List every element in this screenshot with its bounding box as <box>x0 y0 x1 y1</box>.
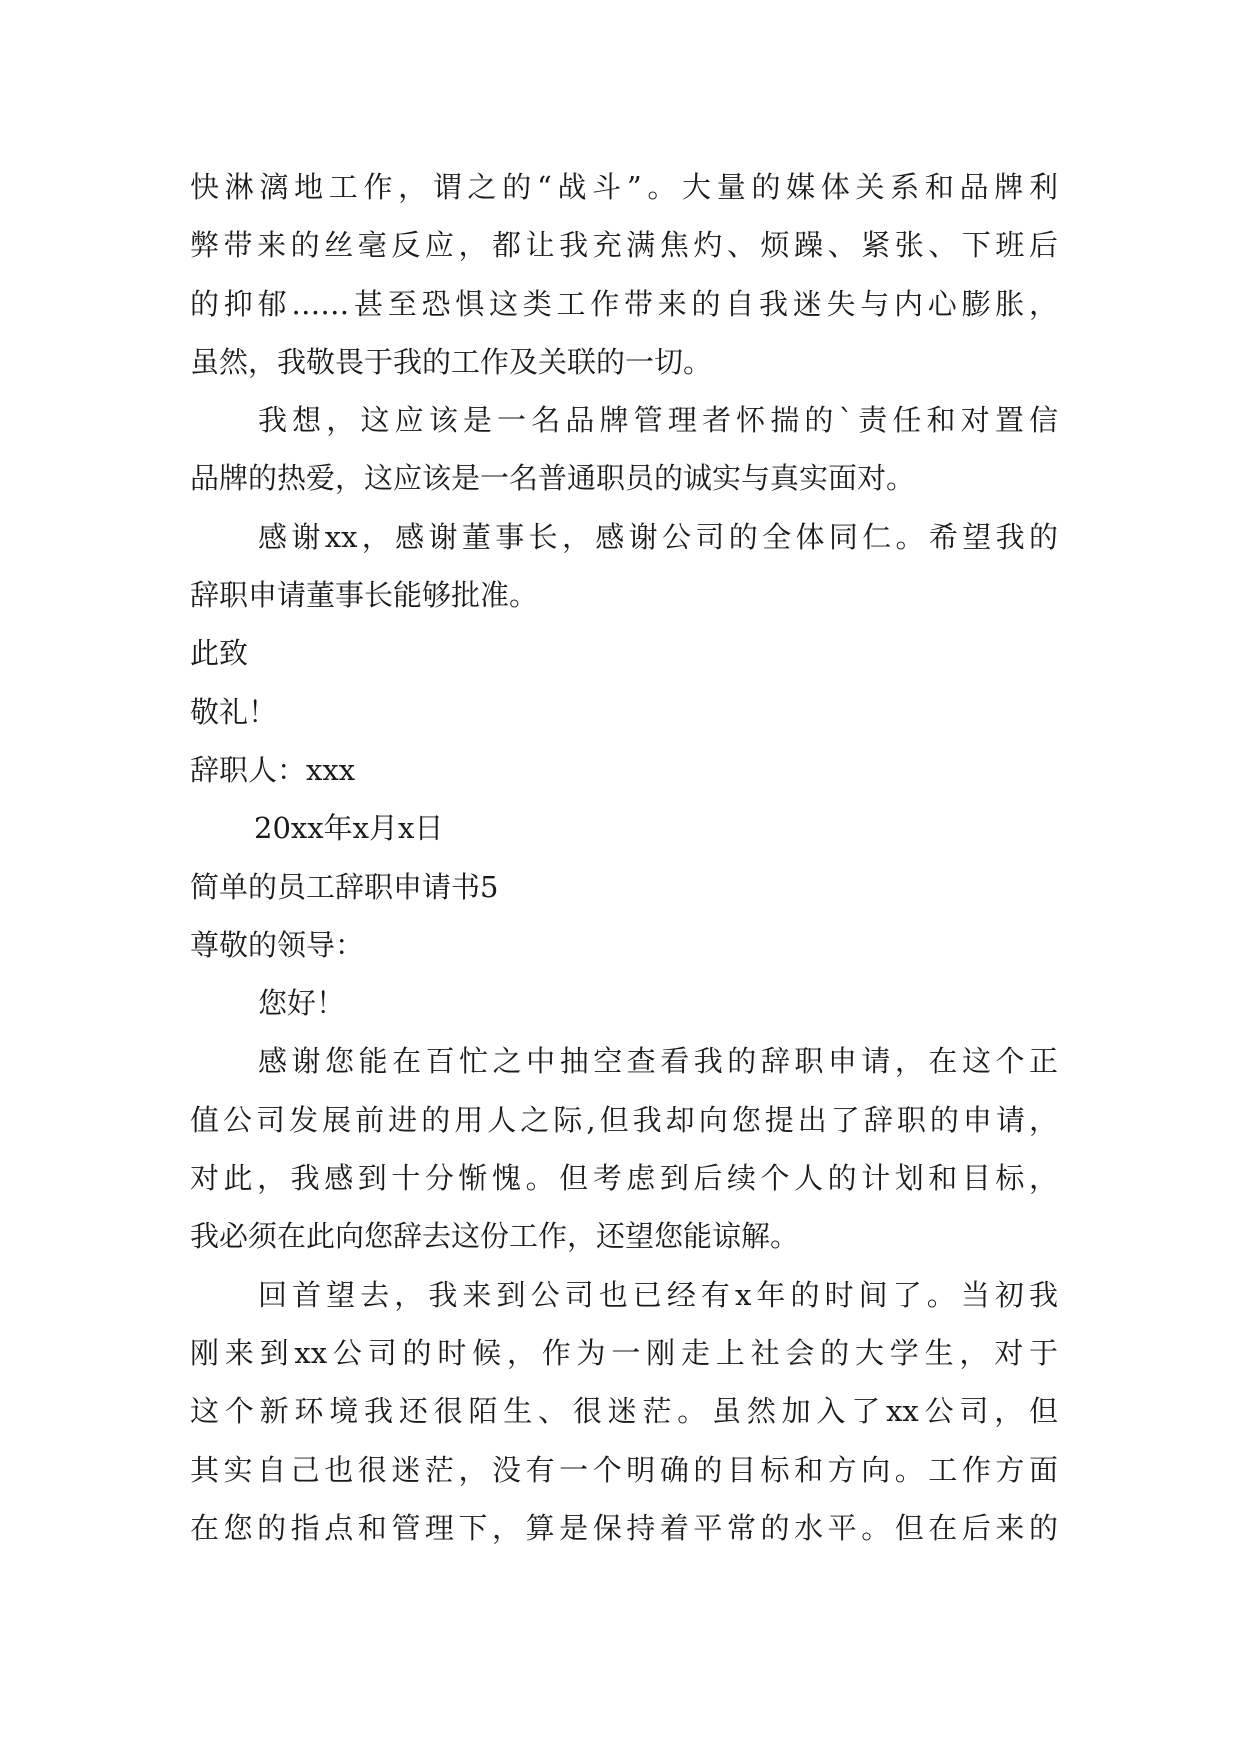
text-line: 尊敬的领导： <box>190 927 365 962</box>
text-line: 在您的指点和管理下，算是保持着平常的水平。但在后来的 <box>190 1510 1058 1545</box>
text-line: 此致 <box>190 636 249 671</box>
text-line: 敬礼！ <box>190 694 278 729</box>
document-body <box>190 158 1058 1557</box>
text-line: 我想，这应该是一名品牌管理者怀揣的`责任和对置信 <box>258 403 1058 438</box>
text-line: 您好！ <box>258 986 346 1021</box>
text-line: 辞职申请董事长能够批准。 <box>190 578 539 613</box>
text-line: 弊带来的丝毫反应，都让我充满焦灼、烦躁、紧张、下班后 <box>190 228 1058 263</box>
text-line: 快淋漓地工作，谓之的“战斗”。大量的媒体关系和品牌利 <box>190 170 1058 204</box>
text-line: 值公司发展前进的用人之际,但我却向您提出了辞职的申请， <box>190 1102 1058 1137</box>
text-line: 的抑郁……甚至恐惧这类工作带来的自我迷失与内心膨胀， <box>190 286 1058 321</box>
text-line: 简单的员工辞职申请书5 <box>190 869 499 904</box>
text-line: 20xx年x月x日 <box>254 811 444 846</box>
text-line: 我必须在此向您辞去这份工作，还望您能谅解。 <box>190 1219 800 1254</box>
text-line: 刚来到xx公司的时候，作为一刚走上社会的大学生，对于 <box>190 1335 1058 1370</box>
text-line: 辞职人：xxx <box>190 752 356 787</box>
text-line: 虽然，我敬畏于我的工作及关联的一切。 <box>190 344 713 379</box>
text-line: 感谢您能在百忙之中抽空查看我的辞职申请，在这个正 <box>258 1044 1058 1079</box>
text-line: 品牌的热爱，这应该是一名普通职员的诚实与真实面对。 <box>190 461 916 496</box>
text-line: 对此，我感到十分惭愧。但考虑到后续个人的计划和目标， <box>190 1161 1058 1196</box>
text-line: 回首望去，我来到公司也已经有x年的时间了。当初我 <box>258 1277 1058 1312</box>
text-line: 这个新环境我还很陌生、很迷茫。虽然加入了xx公司，但 <box>190 1394 1058 1429</box>
text-line: 其实自己也很迷茫，没有一个明确的目标和方向。工作方面 <box>190 1452 1058 1487</box>
text-line: 感谢xx，感谢董事长，感谢公司的全体同仁。希望我的 <box>258 519 1058 554</box>
